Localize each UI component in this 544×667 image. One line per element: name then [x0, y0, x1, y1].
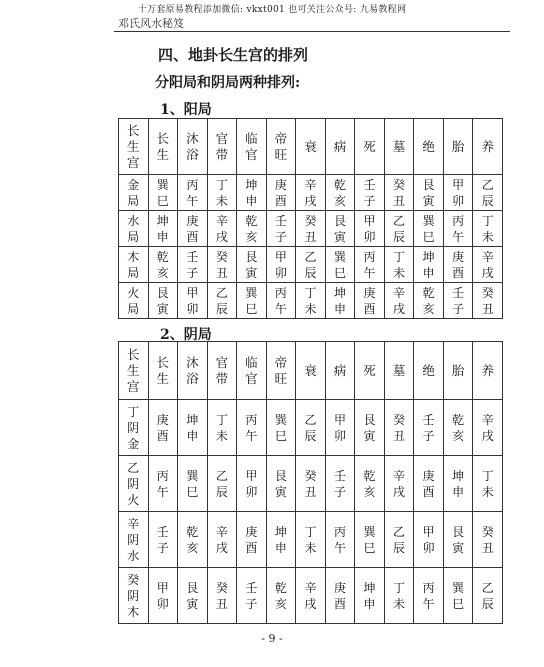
cell-text: 长生宫: [127, 346, 140, 394]
cell-text: 乾亥: [422, 285, 435, 316]
page-number: - 9 -: [261, 632, 283, 645]
table-cell: [473, 175, 503, 211]
table-cell: [414, 512, 444, 568]
cell-text: 绝: [422, 362, 435, 378]
cell-text: 坤申: [422, 249, 435, 280]
running-head: 邓氏风水秘笈: [118, 17, 184, 30]
cell-text: 甲卯: [333, 412, 346, 443]
cell-text: 坤申: [245, 177, 258, 208]
header-cell: [237, 119, 267, 175]
cell-text: 丙午: [363, 249, 376, 280]
cell-text: 丁未: [304, 524, 317, 555]
cell-text: 丁未: [215, 177, 228, 208]
table-cell: [237, 568, 267, 624]
table-cell: [296, 512, 326, 568]
table-cell: [266, 175, 296, 211]
header-cell: [266, 342, 296, 400]
cell-text: 丁未: [393, 580, 406, 611]
cell-text: 丁未: [481, 468, 494, 499]
table-cell: [355, 512, 385, 568]
header-cell: [148, 342, 178, 400]
table-cell: [148, 175, 178, 211]
cell-text: 沐浴: [186, 130, 199, 162]
cell-text: 艮寅: [186, 580, 199, 611]
table-cell: [266, 512, 296, 568]
table-cell: [296, 211, 326, 247]
cell-text: 巽巳: [333, 249, 346, 280]
table-cell: [178, 247, 208, 283]
table-cell: [443, 512, 473, 568]
header-row: [119, 342, 503, 400]
table-cell: [148, 247, 178, 283]
cell-text: 癸丑: [304, 213, 317, 244]
table-cell: [325, 175, 355, 211]
table-cell: [296, 400, 326, 456]
cell-text: 乙辰: [393, 213, 406, 244]
table-cell: [384, 283, 414, 319]
table-cell: [148, 568, 178, 624]
header-cell: [178, 342, 208, 400]
header-cell: [473, 119, 503, 175]
table-cell: [443, 283, 473, 319]
cell-text: 庚酉: [245, 524, 258, 555]
table-cell: [414, 568, 444, 624]
cell-text: 死: [363, 362, 376, 378]
cell-text: 巽巳: [274, 412, 287, 443]
cell-text: 辛戌: [481, 412, 494, 443]
cell-text: 巽巳: [452, 580, 465, 611]
table-row: [119, 247, 503, 283]
table-cell: [355, 568, 385, 624]
table-cell: [237, 247, 267, 283]
table-cell: [207, 247, 237, 283]
table-cell: [325, 512, 355, 568]
table-row: [119, 175, 503, 211]
watermark-text: 十万套原易教程添加微信: vkxt001 也可关注公众号: 九易教程网: [137, 5, 407, 15]
table-cell: [178, 211, 208, 247]
table-cell: [473, 247, 503, 283]
yang-table: [118, 118, 503, 319]
cell-text: 癸丑: [215, 580, 228, 611]
table-row: [119, 283, 503, 319]
cell-text: 养: [481, 138, 494, 154]
table-cell: [325, 456, 355, 512]
header-cell: [325, 119, 355, 175]
cell-text: 坤申: [363, 580, 376, 611]
row-label-cell: [119, 400, 149, 456]
table-cell: [237, 211, 267, 247]
table-cell: [178, 512, 208, 568]
table-cell: [414, 283, 444, 319]
cell-text: 艮寅: [245, 249, 258, 280]
cell-text: 乾亥: [245, 213, 258, 244]
cell-text: 辛戌: [215, 524, 228, 555]
cell-text: 丁阴金: [127, 404, 140, 451]
cell-text: 帝旺: [274, 130, 288, 162]
cell-text: 壬子: [333, 468, 346, 499]
table-cell: [296, 568, 326, 624]
row-label-cell: [119, 283, 149, 319]
table-cell: [384, 568, 414, 624]
table-cell: [384, 247, 414, 283]
table-cell: [207, 211, 237, 247]
cell-text: 癸丑: [393, 412, 406, 443]
table-cell: [414, 175, 444, 211]
table-cell: [325, 283, 355, 319]
cell-text: 艮寅: [274, 468, 287, 499]
cell-text: 乙辰: [304, 249, 317, 280]
header-cell: [119, 342, 149, 400]
table-cell: [237, 283, 267, 319]
row-label-cell: [119, 175, 149, 211]
cell-text: 庚酉: [363, 285, 376, 316]
table-row: [119, 568, 503, 624]
table-cell: [178, 400, 208, 456]
table-cell: [266, 283, 296, 319]
header-cell: [384, 119, 414, 175]
cell-text: 衰: [304, 362, 317, 378]
table-cell: [443, 400, 473, 456]
table-cell: [296, 247, 326, 283]
cell-text: 壬子: [156, 524, 169, 555]
table-cell: [296, 175, 326, 211]
table-cell: [355, 283, 385, 319]
table-cell: [266, 247, 296, 283]
cell-text: 庚酉: [333, 580, 346, 611]
header-cell: [384, 342, 414, 400]
table-cell: [443, 175, 473, 211]
table-cell: [148, 512, 178, 568]
cell-text: 乾亥: [333, 177, 346, 208]
table-cell: [473, 568, 503, 624]
cell-text: 养: [481, 362, 494, 378]
table-cell: [207, 400, 237, 456]
header-cell: [207, 342, 237, 400]
cell-text: 金局: [127, 177, 140, 208]
table-cell: [414, 211, 444, 247]
cell-text: 巽巳: [363, 524, 376, 555]
cell-text: 艮寅: [363, 412, 376, 443]
cell-text: 乙辰: [481, 580, 494, 611]
table-cell: [384, 400, 414, 456]
cell-text: 丙午: [186, 177, 199, 208]
cell-text: 甲卯: [274, 249, 287, 280]
cell-text: 乙辰: [215, 285, 228, 316]
header-cell: [414, 342, 444, 400]
cell-text: 甲卯: [452, 177, 465, 208]
cell-text: 丙午: [274, 285, 287, 316]
header-cell: [443, 342, 473, 400]
cell-text: 乙辰: [215, 468, 228, 499]
cell-text: 艮寅: [452, 524, 465, 555]
table-cell: [355, 175, 385, 211]
cell-text: 艮寅: [156, 285, 169, 316]
cell-text: 长生: [156, 354, 170, 386]
table-cell: [414, 456, 444, 512]
table-cell: [266, 568, 296, 624]
cell-text: 辛戌: [215, 213, 228, 244]
cell-text: 丙午: [245, 412, 258, 443]
table-cell: [148, 456, 178, 512]
table-cell: [148, 400, 178, 456]
cell-text: 丙午: [452, 213, 465, 244]
cell-text: 辛戌: [304, 580, 317, 611]
table-cell: [414, 247, 444, 283]
header-cell: [355, 342, 385, 400]
cell-text: 长生: [156, 130, 170, 162]
cell-text: 甲卯: [186, 285, 199, 316]
cell-text: 壬子: [363, 177, 376, 208]
table-cell: [237, 456, 267, 512]
cell-text: 胎: [451, 362, 465, 378]
cell-text: 庚酉: [156, 412, 169, 443]
header-cell: [207, 119, 237, 175]
cell-text: 艮寅: [422, 177, 435, 208]
row-label-cell: [119, 568, 149, 624]
cell-text: 坤申: [156, 213, 169, 244]
table-cell: [443, 456, 473, 512]
header-rule: [114, 31, 510, 32]
cell-text: 乾亥: [363, 468, 376, 499]
cell-text: 癸阴木: [127, 572, 140, 619]
table-cell: [296, 283, 326, 319]
cell-text: 坤申: [274, 524, 287, 555]
cell-text: 坤申: [186, 412, 199, 443]
table-cell: [266, 456, 296, 512]
header-cell: [148, 119, 178, 175]
table-cell: [325, 247, 355, 283]
cell-text: 甲卯: [363, 213, 376, 244]
table-cell: [207, 175, 237, 211]
section-title: 四、地卦长生宫的排列: [158, 46, 309, 64]
cell-text: 癸丑: [481, 524, 494, 555]
cell-text: 绝: [422, 138, 435, 154]
cell-text: 病: [333, 138, 347, 154]
header-cell: [178, 119, 208, 175]
cell-text: 巽巳: [156, 177, 169, 208]
cell-text: 庚酉: [452, 249, 465, 280]
cell-text: 壬子: [452, 285, 465, 316]
cell-text: 乾亥: [452, 412, 465, 443]
cell-text: 癸丑: [215, 249, 228, 280]
table-cell: [473, 512, 503, 568]
table-cell: [237, 400, 267, 456]
table-cell: [237, 175, 267, 211]
cell-text: 癸丑: [304, 468, 317, 499]
cell-text: 壬子: [186, 249, 199, 280]
cell-text: 巽巳: [245, 285, 258, 316]
cell-text: 甲卯: [422, 524, 435, 555]
cell-text: 乙辰: [304, 412, 317, 443]
table-cell: [325, 568, 355, 624]
table-row: [119, 456, 503, 512]
table-cell: [355, 247, 385, 283]
header-cell: [325, 342, 355, 400]
table-cell: [325, 211, 355, 247]
cell-text: 官带: [215, 354, 229, 386]
cell-text: 乙阴火: [127, 460, 140, 507]
cell-text: 墓: [392, 138, 406, 154]
cell-text: 巽巳: [186, 468, 199, 499]
table-cell: [207, 512, 237, 568]
table-cell: [473, 456, 503, 512]
cell-text: 丁未: [481, 213, 494, 244]
table-cell: [414, 400, 444, 456]
header-cell: [414, 119, 444, 175]
cell-text: 丁未: [393, 249, 406, 280]
row-label-cell: [119, 512, 149, 568]
header-cell: [443, 119, 473, 175]
table-cell: [296, 456, 326, 512]
header-cell: [296, 119, 326, 175]
cell-text: 衰: [304, 138, 317, 154]
header-cell: [266, 119, 296, 175]
table-cell: [473, 283, 503, 319]
cell-text: 乙辰: [481, 177, 494, 208]
cell-text: 水局: [127, 213, 140, 244]
table-cell: [384, 175, 414, 211]
table-cell: [473, 400, 503, 456]
cell-text: 甲卯: [245, 468, 258, 499]
table-cell: [355, 400, 385, 456]
table-cell: [207, 568, 237, 624]
cell-text: 艮寅: [333, 213, 346, 244]
table-cell: [384, 456, 414, 512]
cell-text: 辛戌: [393, 285, 406, 316]
row-label-cell: [119, 211, 149, 247]
table-row: [119, 211, 503, 247]
row-label-cell: [119, 456, 149, 512]
yin-heading: 2、阴局: [160, 327, 212, 343]
table-cell: [207, 283, 237, 319]
table-cell: [178, 568, 208, 624]
table-row: [119, 400, 503, 456]
cell-text: 丁未: [304, 285, 317, 316]
table-cell: [237, 512, 267, 568]
cell-text: 巽巳: [422, 213, 435, 244]
cell-text: 庚酉: [186, 213, 199, 244]
header-cell: [355, 119, 385, 175]
table-cell: [207, 456, 237, 512]
cell-text: 辛戌: [481, 249, 494, 280]
header-cell: [237, 342, 267, 400]
cell-text: 乙辰: [393, 524, 406, 555]
header-cell: [296, 342, 326, 400]
header-cell: [119, 119, 149, 175]
cell-text: 乾亥: [156, 249, 169, 280]
table-cell: [266, 400, 296, 456]
table-cell: [178, 456, 208, 512]
table-row: [119, 512, 503, 568]
table-cell: [384, 211, 414, 247]
table-cell: [266, 211, 296, 247]
subtitle: 分阳局和阴局两种排列:: [155, 75, 301, 91]
table-cell: [473, 211, 503, 247]
table-cell: [148, 283, 178, 319]
cell-text: 壬子: [245, 580, 258, 611]
cell-text: 官带: [215, 130, 229, 162]
cell-text: 胎: [451, 138, 465, 154]
cell-text: 临官: [245, 130, 258, 162]
yang-heading: 1、阳局: [160, 102, 212, 118]
cell-text: 壬子: [422, 412, 435, 443]
cell-text: 火局: [127, 285, 140, 316]
cell-text: 丙午: [333, 524, 346, 555]
cell-text: 乾亥: [186, 524, 199, 555]
table-cell: [355, 456, 385, 512]
table-cell: [178, 175, 208, 211]
header-row: [119, 119, 503, 175]
cell-text: 坤申: [333, 285, 346, 316]
yin-table: [118, 341, 503, 624]
cell-text: 辛戌: [393, 468, 406, 499]
cell-text: 丙午: [422, 580, 435, 611]
cell-text: 坤申: [452, 468, 465, 499]
table-cell: [148, 211, 178, 247]
cell-text: 庚酉: [274, 177, 287, 208]
cell-text: 死: [363, 138, 376, 154]
table-cell: [325, 400, 355, 456]
cell-text: 甲卯: [156, 580, 169, 611]
cell-text: 长生宫: [127, 122, 140, 170]
cell-text: 病: [333, 362, 347, 378]
table-cell: [443, 568, 473, 624]
table-cell: [443, 211, 473, 247]
cell-text: 辛阴水: [127, 516, 140, 563]
cell-text: 壬子: [274, 213, 287, 244]
table-cell: [384, 512, 414, 568]
cell-text: 庚酉: [422, 468, 435, 499]
cell-text: 乾亥: [274, 580, 287, 611]
table-cell: [178, 283, 208, 319]
row-label-cell: [119, 247, 149, 283]
cell-text: 木局: [127, 249, 140, 280]
table-cell: [443, 247, 473, 283]
cell-text: 帝旺: [274, 354, 288, 386]
cell-text: 癸丑: [393, 177, 406, 208]
cell-text: 墓: [392, 362, 406, 378]
table-cell: [355, 211, 385, 247]
cell-text: 丁未: [215, 412, 228, 443]
cell-text: 丙午: [156, 468, 169, 499]
cell-text: 临官: [245, 354, 258, 386]
cell-text: 沐浴: [186, 354, 199, 386]
cell-text: 辛戌: [304, 177, 317, 208]
cell-text: 癸丑: [481, 285, 494, 316]
header-cell: [473, 342, 503, 400]
